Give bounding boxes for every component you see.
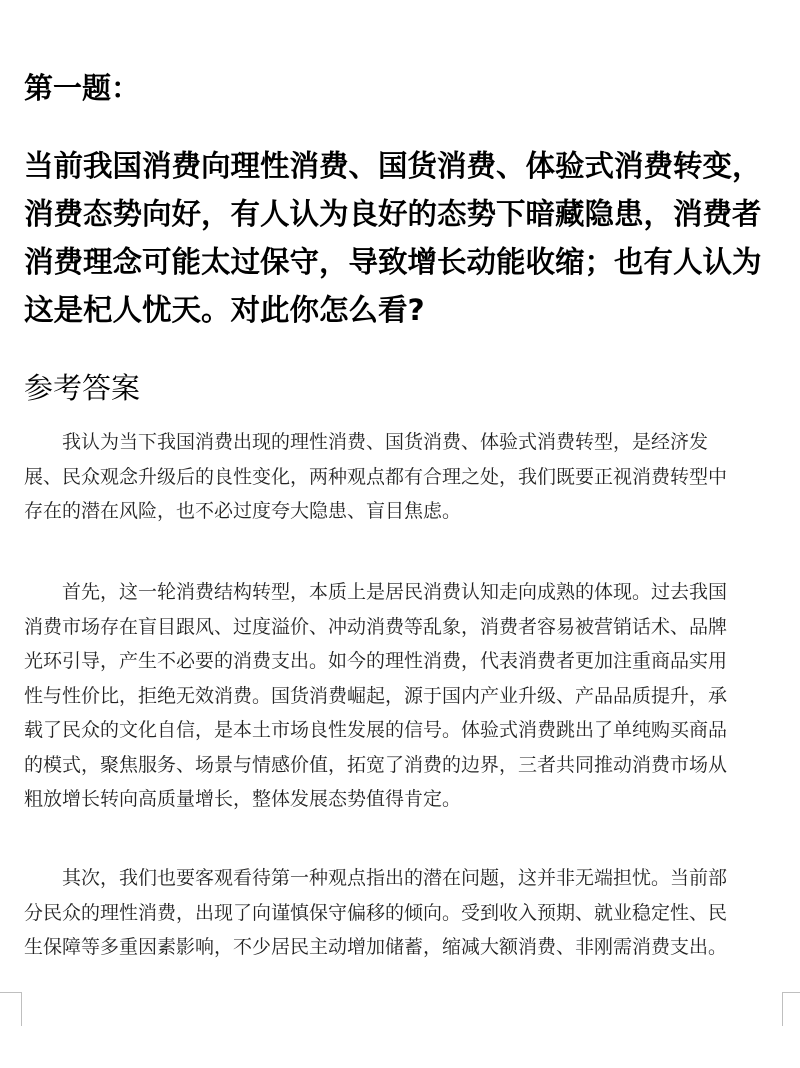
- paragraph-line: 性与性价比，拒绝无效消费。国货消费崛起，源于国内产业升级、产品品质提升，承: [24, 684, 728, 707]
- paragraph-line: 存在的潜在风险，也不必过度夸大隐患、盲目焦虑。: [24, 500, 462, 522]
- paragraph-line: 分民众的理性消费，出现了向谨慎保守偏移的倾向。受到收入预期、就业稳定性、民: [24, 901, 728, 924]
- paragraph-line: 首先，这一轮消费结构转型，本质上是居民消费认知走向成熟的体现。过去我国: [24, 581, 728, 603]
- answer-heading: 参考答案: [24, 371, 141, 405]
- page-corner-mark-left: [0, 992, 22, 1026]
- paragraph-line: 我认为当下我国消费出现的理性消费、国货消费、体验式消费转型，是经济发: [24, 431, 709, 453]
- answer-paragraph-first: [24, 575, 794, 817]
- paragraph-line: 生保障等多重因素影响，不少居民主动增加储蓄，缩减大额消费、非刚需消费支出。: [24, 936, 728, 958]
- paragraph-line: 光环引导，产生不必要的消费支出。如今的理性消费，代表消费者更加注重商品实用: [24, 650, 728, 672]
- paragraph-line: 消费市场存在盲目跟风、过度溢价、冲动消费等乱象，消费者容易被营销话术、品牌: [24, 615, 728, 638]
- paragraph-line: 粗放增长转向高质量增长，整体发展态势值得肯定。: [24, 788, 462, 810]
- page-corner-mark-right: [782, 992, 800, 1026]
- paragraph-line: 展、民众观念升级后的良性变化，两种观点都有合理之处，我们既要正视消费转型中: [24, 465, 728, 488]
- question-label: 第一题：: [24, 71, 141, 105]
- answer-paragraph-intro: [24, 425, 794, 529]
- question-line: 当前我国消费向理性消费、国货消费、体验式消费转变，: [24, 149, 762, 183]
- question-text: [24, 142, 794, 334]
- question-line: 消费态势向好，有人认为良好的态势下暗藏隐患，消费者: [24, 197, 762, 231]
- paragraph-line: 载了民众的文化自信，是本土市场良性发展的信号。体验式消费跳出了单纯购买商品: [24, 719, 728, 741]
- paragraph-line: 的模式，聚焦服务、场景与情感价值，拓宽了消费的边界，三者共同推动消费市场从: [24, 753, 728, 776]
- question-line: 消费理念可能太过保守，导致增长动能收缩；也有人认为: [24, 245, 762, 279]
- paragraph-line: 其次，我们也要客观看待第一种观点指出的潜在问题，这并非无端担忧。当前部: [24, 867, 728, 889]
- question-line: 这是杞人忧天。对此你怎么看?: [24, 293, 425, 327]
- answer-paragraph-second: [24, 861, 794, 965]
